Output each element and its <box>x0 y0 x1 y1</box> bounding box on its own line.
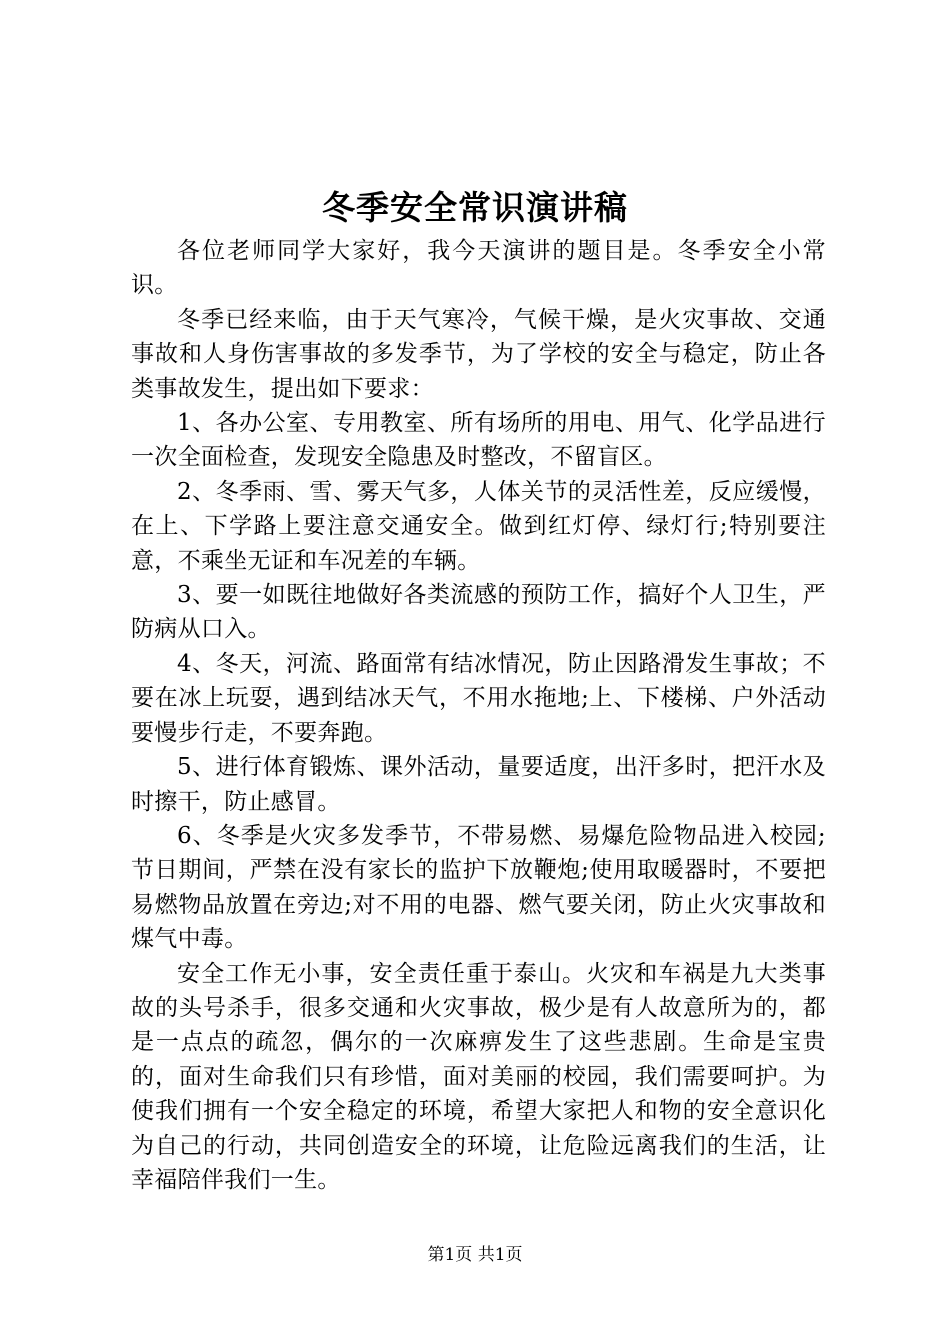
page-footer: 第1页 共1页 <box>427 1245 523 1265</box>
paragraph-item-3: 3、要一如既往地做好各类流感的预防工作，搞好个人卫生，严防病从口入。 <box>131 582 826 643</box>
paragraph-item-4: 4、冬天，河流、路面常有结冰情况，防止因路滑发生事故；不要在冰上玩耍，遇到结冰天气，不用水拖地;上、下楼梯、户外活动要慢步行走，不要奔跑。 <box>131 650 826 746</box>
paragraph-item-5: 5、进行体育锻炼、课外活动，量要适度，出汗多时，把汗水及时擦干，防止感冒。 <box>131 754 826 815</box>
paragraph-item-6: 6、冬季是火灾多发季节，不带易燃、易爆危险物品进入校园;节日期间，严禁在没有家长的监护下放鞭炮;使用取暖器时，不要把易燃物品放置在旁边;对不用的电器、燃气要关闭，防止火灾事故和煤气中毒。 <box>131 822 826 953</box>
paragraph-greeting: 各位老师同学大家好，我今天演讲的题目是。冬季安全小常识。 <box>131 238 826 299</box>
document-body <box>131 234 826 1197</box>
paragraph-intro: 冬季已经来临，由于天气寒冷，气候干燥，是火灾事故、交通事故和人身伤害事故的多发季节，为了学校的安全与稳定，防止各类事故发生，提出如下要求： <box>131 306 826 402</box>
paragraph-item-1: 1、各办公室、专用教室、所有场所的用电、用气、化学品进行一次全面检查，发现安全隐患及时整改，不留盲区。 <box>131 410 826 471</box>
paragraph-item-2: 2、冬季雨、雪、雾天气多，人体关节的灵活性差，反应缓慢，在上、下学路上要注意交通安全。做到红灯停、绿灯行;特别要注意，不乘坐无证和车况差的车辆。 <box>131 478 826 574</box>
document-title: 冬季安全常识演讲稿 <box>322 188 628 227</box>
paragraph-conclusion: 安全工作无小事，安全责任重于泰山。火灾和车祸是九大类事故的头号杀手，很多交通和火灾事故，极少是有人故意所为的，都是一点点的疏忽，偶尔的一次麻痹发生了这些悲剧。生命是宝贵的，面对生命我们只有珍惜，面对美丽的校园，我们需要呵护。为使我们拥有一个安全稳定的环境，希望大家把人和物的安全意识化为自己的行动，共同创造安全的环境，让危险远离我们的生活，让幸福陪伴我们一生。 <box>131 960 826 1193</box>
